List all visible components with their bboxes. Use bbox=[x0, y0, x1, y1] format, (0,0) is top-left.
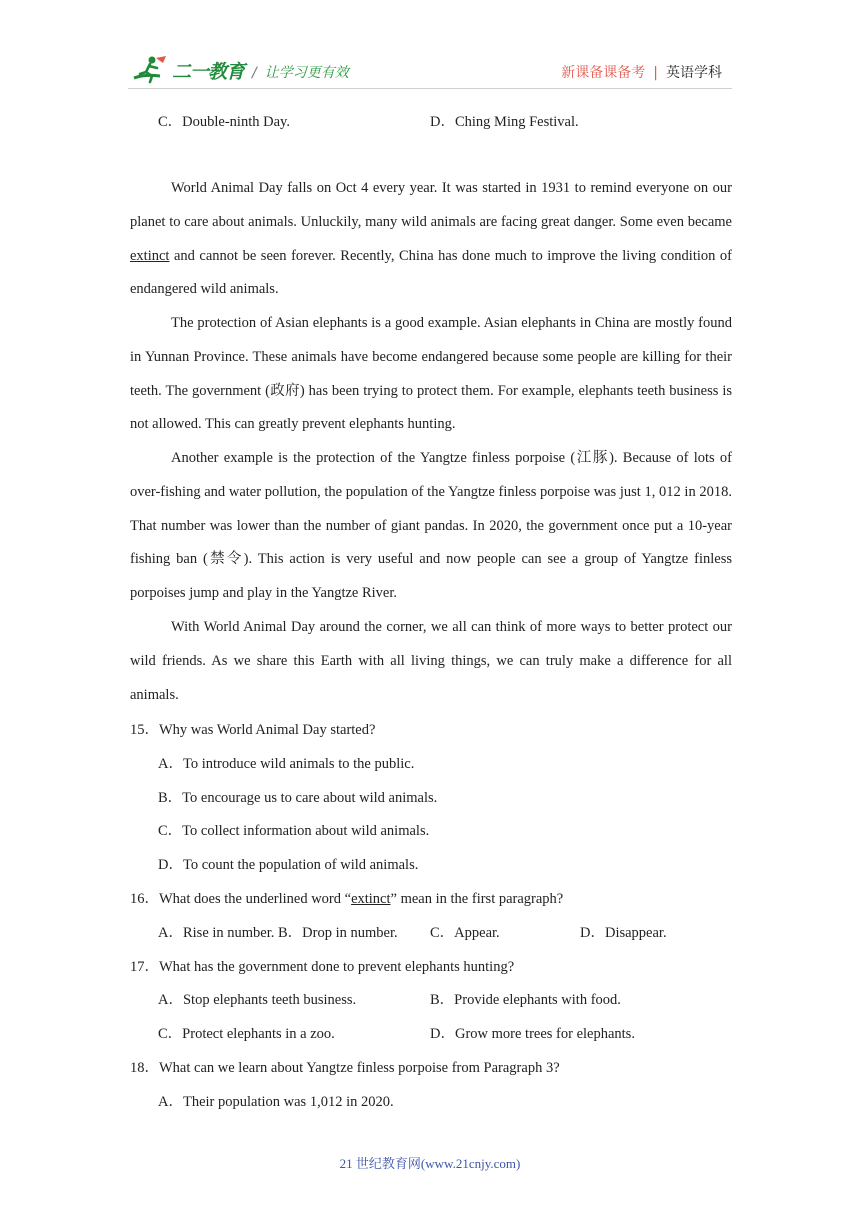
question-15-stem: 15．Why was World Animal Day started? bbox=[130, 722, 376, 738]
passage-paragraph-2: The protection of Asian elephants is a good example. Asian elephants in China are mostly found in Yunnan Province. These animals have become endangered because some people are killing for their teeth. The government (政府) has been trying to protect them. For example, elephants teeth business is not allowed. This can greatly prevent elephants hunting. bbox=[130, 315, 732, 433]
header-subject bbox=[561, 62, 722, 82]
passage-paragraph-1 bbox=[130, 172, 732, 307]
q16-stem-after: ” mean in the first paragraph? bbox=[390, 891, 564, 907]
slogan-text: 让学习更有效 bbox=[264, 65, 349, 81]
runner-logo-icon bbox=[130, 54, 172, 86]
question-17-stem: 17．What has the government done to prevent elephants hunting? bbox=[130, 959, 515, 975]
header-tag-course: 新课备课备考 bbox=[561, 65, 646, 81]
q17-option-b: B．Provide elephants with food. bbox=[430, 992, 621, 1008]
logo-text: 二一教育 bbox=[172, 60, 245, 83]
slogan bbox=[252, 62, 349, 82]
q17-option-a: A．Stop elephants teeth business. bbox=[158, 992, 357, 1008]
logo bbox=[130, 54, 244, 86]
passage-paragraph-3: Another example is the protection of the Yangtze finless porpoise (江豚). Because of lots of over-fishing and water pollution, the population of the Yangtze finless porpoise was just 1, 012 in 2018. That number was lower than the number of giant pandas. In 2020, the government once put a 10-year fishing ban (禁令). This action is very useful and now people can see a group of Yangtze finless porpoises jump and play in the Yangtze River. bbox=[130, 450, 732, 602]
q16-stem-before: 16．What does the underlined word “ bbox=[130, 891, 352, 907]
q15-option-d: D．To count the population of wild animals. bbox=[158, 857, 419, 873]
page-header bbox=[130, 52, 730, 92]
p1-text-after: and cannot be seen forever. Recently, China has done much to improve the living condition of endangered wild animals. bbox=[130, 247, 732, 298]
q18-option-a: A．Their population was 1,012 in 2020. bbox=[158, 1094, 394, 1110]
page-footer: 21 世纪教育网(www.21cnjy.com) bbox=[339, 1156, 521, 1171]
q15-option-b: B．To encourage us to care about wild animals. bbox=[158, 790, 438, 806]
q16-option-c: C．Appear. bbox=[430, 925, 500, 941]
q17-option-d: D．Grow more trees for elephants. bbox=[430, 1026, 635, 1042]
q16-option-a: A．Rise in number. bbox=[158, 925, 275, 941]
header-tag-subject: 英语学科 bbox=[666, 65, 722, 81]
q16-underlined-word: extinct bbox=[351, 891, 391, 907]
prev-option-c: C．Double-ninth Day. bbox=[158, 114, 290, 130]
q15-option-c: C．To collect information about wild animals. bbox=[158, 823, 430, 839]
q16-option-b: B．Drop in number. bbox=[278, 925, 398, 941]
q16-option-d: D．Disappear. bbox=[580, 925, 667, 941]
q15-option-a: A．To introduce wild animals to the public. bbox=[158, 756, 415, 772]
underlined-word: extinct bbox=[130, 247, 170, 264]
passage-paragraph-4: With World Animal Day around the corner, we all can think of more ways to better protect our wild friends. As we share this Earth with all living things, we can truly make a difference for all animals. bbox=[130, 619, 732, 703]
header-separator: | bbox=[653, 65, 658, 81]
p1-text-before: World Animal Day falls on Oct 4 every year. It was started in 1931 to remind everyone on our planet to care about animals. Unluckily, many wild animals are facing great danger. Some even became bbox=[130, 180, 732, 230]
question-16-stem bbox=[130, 889, 563, 909]
q17-option-c: C．Protect elephants in a zoo. bbox=[158, 1026, 335, 1042]
question-18-stem: 18．What can we learn about Yangtze finless porpoise from Paragraph 3? bbox=[130, 1060, 560, 1076]
header-divider bbox=[128, 88, 732, 89]
slogan-slash: / bbox=[252, 65, 257, 81]
prev-option-d: D．Ching Ming Festival. bbox=[430, 114, 579, 130]
